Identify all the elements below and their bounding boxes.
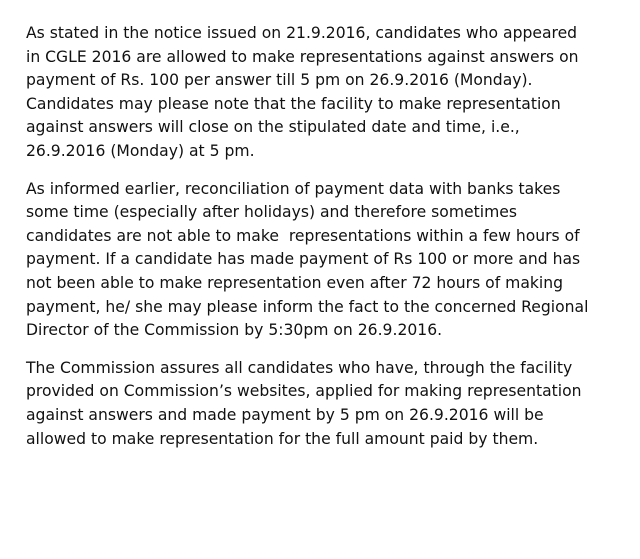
text-line: payment, he/ she may please inform the fact to the concerned Regional [26, 297, 589, 316]
text-line: As stated in the notice issued on 21.9.2016, candidates who appeared [26, 24, 578, 42]
text-line: against answers and made payment by 5 pm on 26.9.2016 will be [26, 405, 544, 424]
text-line: provided on Commission’s websites, applied for making representation [26, 382, 582, 401]
text-line: candidates are not able to make representations within a few hours of [26, 226, 580, 245]
text-line: allowed to make representation for the full amount paid by them. [26, 429, 539, 448]
paragraph-reconciliation [26, 178, 636, 343]
text-line: payment of Rs. 100 per answer till 5 pm on 26.9.2016 (Monday). [26, 71, 533, 90]
text-line: Candidates may please note that the facility to make representation [26, 94, 561, 113]
text-line: As informed earlier, reconciliation of payment data with banks takes [26, 179, 561, 198]
paragraph-deadline [26, 22, 636, 164]
text-line: 26.9.2016 (Monday) at 5 pm. [26, 141, 255, 160]
text-line: Director of the Commission by 5:30pm on 26.9.2016. [26, 321, 443, 340]
notice-document [26, 22, 636, 465]
text-line: in CGLE 2016 are allowed to make representations against answers on [26, 47, 579, 66]
text-line: payment. If a candidate has made payment of Rs 100 or more and has [26, 250, 581, 269]
text-line: not been able to make representation even after 72 hours of making [26, 273, 564, 292]
text-line: some time (especially after holidays) and therefore sometimes [26, 203, 517, 222]
paragraph-assurance [26, 357, 636, 451]
text-line: The Commission assures all candidates who have, through the facility [26, 358, 573, 377]
text-line: against answers will close on the stipulated date and time, i.e., [26, 118, 520, 137]
